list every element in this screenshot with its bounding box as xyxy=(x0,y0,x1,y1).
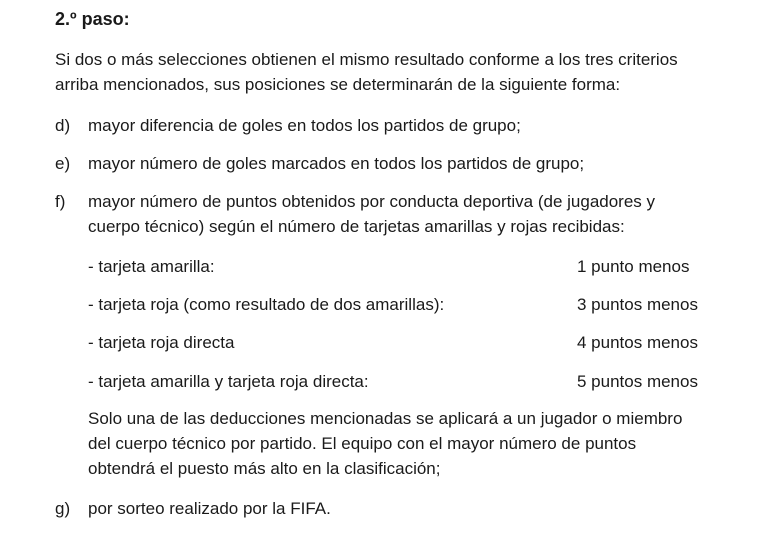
deduction-row xyxy=(88,292,728,317)
step-heading: 2.º paso: xyxy=(55,9,130,29)
deduction-penalty: 5 puntos menos xyxy=(577,372,698,391)
criterion-text xyxy=(88,151,738,176)
criterion-letter: f) xyxy=(55,192,66,211)
criterion-line: cuerpo técnico) según el número de tarjetas amarillas y rojas recibidas: xyxy=(88,217,625,236)
criterion-text xyxy=(88,189,738,239)
deduction-note xyxy=(88,406,738,481)
deduction-row xyxy=(88,369,728,394)
note-line: del cuerpo técnico por partido. El equipo con el mayor número de puntos xyxy=(88,434,637,453)
criterion-line: mayor número de goles marcados en todos los partidos de grupo; xyxy=(88,154,585,173)
intro-line: Si dos o más selecciones obtienen el mismo resultado conforme a los tres criterios xyxy=(55,50,678,69)
deduction-penalty: 3 puntos menos xyxy=(577,295,698,314)
deduction-label: - tarjeta amarilla y tarjeta roja directa: xyxy=(88,372,369,391)
deduction-penalty: 4 puntos menos xyxy=(577,333,698,352)
criterion-letter: d) xyxy=(55,116,71,135)
deduction-label: - tarjeta roja (como resultado de dos amarillas): xyxy=(88,295,445,314)
deduction-label: - tarjeta amarilla: xyxy=(88,257,215,276)
criterion-text xyxy=(88,113,738,138)
criterion-letter: e) xyxy=(55,154,71,173)
note-line: obtendrá el puesto más alto en la clasificación; xyxy=(88,459,441,478)
deduction-row xyxy=(88,330,728,355)
deduction-label: - tarjeta roja directa xyxy=(88,333,235,352)
criterion-text xyxy=(88,496,738,521)
criterion-line: por sorteo realizado por la FIFA. xyxy=(88,499,331,518)
deduction-row xyxy=(88,254,728,279)
note-line: Solo una de las deducciones mencionadas se aplicará a un jugador o miembro xyxy=(88,409,683,428)
criterion-letter: g) xyxy=(55,499,71,518)
intro-line: arriba mencionados, sus posiciones se determinarán de la siguiente forma: xyxy=(55,75,621,94)
criterion-line: mayor diferencia de goles en todos los partidos de grupo; xyxy=(88,116,521,135)
intro-paragraph xyxy=(55,47,735,97)
deduction-penalty: 1 punto menos xyxy=(577,257,690,276)
criterion-line: mayor número de puntos obtenidos por conducta deportiva (de jugadores y xyxy=(88,192,656,211)
